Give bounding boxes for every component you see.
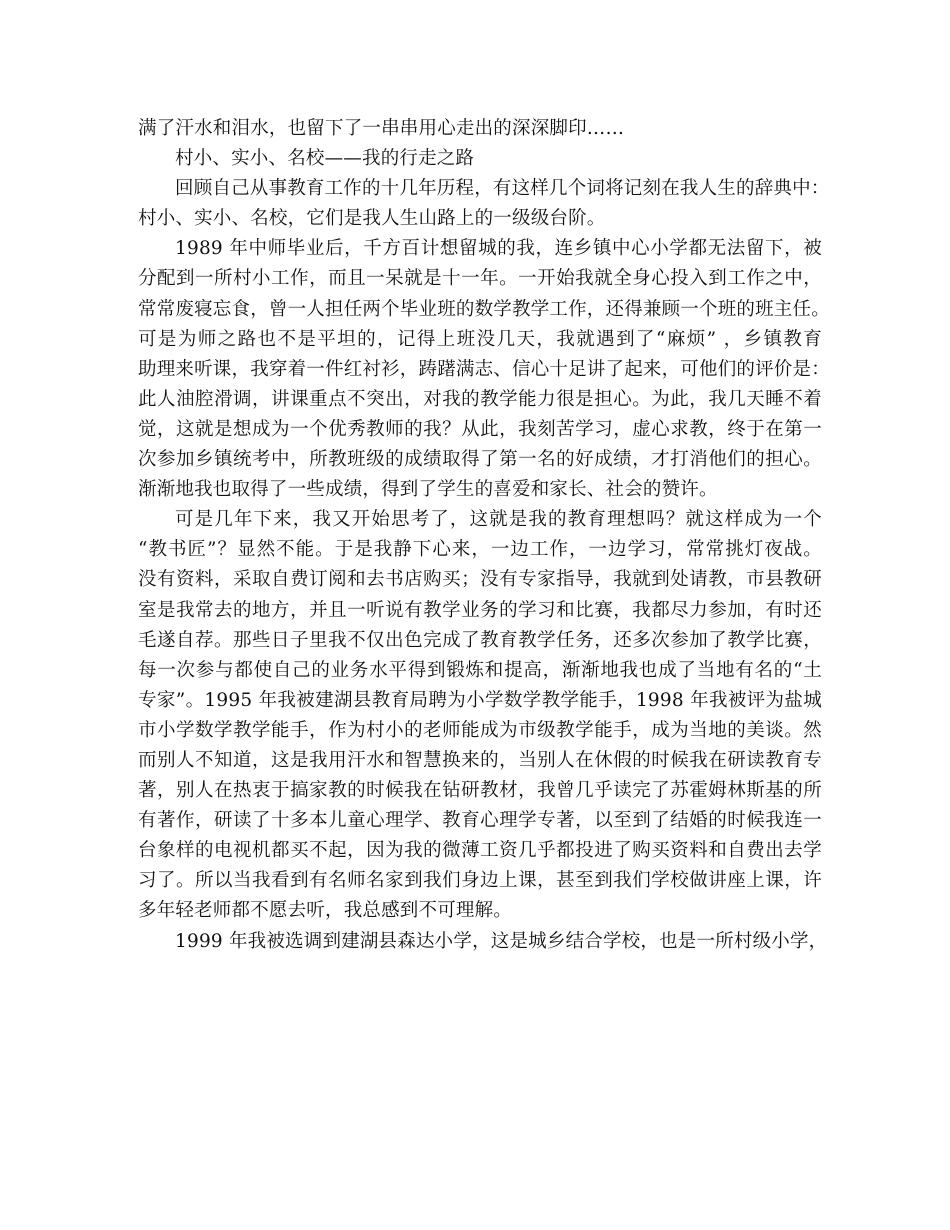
paragraph-line: 可是为师之路也不是平坦的，记得上班没几天，我就遇到了“麻烦” ，乡镇教育: [138, 328, 822, 350]
paragraph-line: 台象样的电视机都买不起，因为我的微薄工资几乎都投进了购买资料和自费出去学: [138, 840, 822, 862]
paragraph-line: 渐渐地我也取得了一些成绩，得到了学生的喜爱和家长、社会的赞许。: [138, 479, 718, 501]
paragraph-line: 助理来听课，我穿着一件红衬衫，踌躇满志、信心十足讲了起来，可他们的评价是：: [138, 358, 830, 380]
paragraph-line: 次参加乡镇统考中，所教班级的成绩取得了第一名的好成绩，才打消他们的担心。: [138, 449, 822, 471]
paragraph-line: 分配到一所村小工作，而且一呆就是十一年。一开始我就全身心投入到工作之中，: [138, 268, 822, 290]
section-heading: 村小、实小、名校——我的行走之路: [175, 148, 475, 170]
paragraph-line: 1999 年我被选调到建湖县森达小学，这是城乡结合学校，也是一所村级小学，: [175, 930, 828, 952]
paragraph-line: 室是我常去的地方，并且一听说有教学业务的学习和比赛，我都尽力参加，有时还: [138, 599, 822, 621]
paragraph-line: 有著作，研读了十多本儿童心理学、教育心理学专著，以至到了结婚的时候我连一: [138, 810, 822, 832]
paragraph-line: 市小学数学教学能手，作为村小的老师能成为市级教学能手，成为当地的美谈。然: [138, 719, 822, 741]
paragraph-line: 著，别人在热衷于搞家教的时候我在钻研教材，我曾几乎读完了苏霍姆林斯基的所: [138, 780, 822, 802]
paragraph-line: 此人油腔滑调，讲课重点不突出，对我的教学能力很是担心。为此，我几天睡不着: [138, 388, 822, 410]
paragraph-line: “教书匠”？显然不能。于是我静下心来，一边工作，一边学习，常常挑灯夜战。: [138, 539, 822, 561]
paragraph-line: 没有资料，采取自费订阅和去书店购买；没有专家指导，我就到处请教，市县教研: [138, 569, 822, 591]
paragraph-line: 1989 年中师毕业后，千方百计想留城的我，连乡镇中心小学都无法留下，被: [175, 238, 822, 260]
paragraph-line: 习了。所以当我看到有名师名家到我们身边上课，甚至到我们学校做讲座上课，许: [138, 870, 822, 892]
paragraph-line: 回顾自己从事教育工作的十几年历程，有这样几个词将记刻在我人生的辞典中：: [175, 178, 830, 200]
paragraph-line: 专家”。1995 年我被建湖县教育局聘为小学数学教学能手，1998 年我被评为盐城: [138, 689, 822, 711]
paragraph-line: 而别人不知道，这是我用汗水和智慧换来的，当别人在休假的时候我在研读教育专: [138, 749, 822, 771]
paragraph-line: 可是几年下来，我又开始思考了，这就是我的教育理想吗？就这样成为一个: [175, 509, 822, 531]
paragraph-line: 每一次参与都使自己的业务水平得到锻炼和提高，渐渐地我也成了当地有名的“土: [138, 659, 822, 681]
paragraph-line: 村小、实小、名校，它们是我人生山路上的一级级台阶。: [138, 208, 606, 230]
paragraph-line: 觉，这就是想成为一个优秀教师的我？从此，我刻苦学习，虚心求教，终于在第一: [138, 418, 822, 440]
document-body: [138, 114, 830, 957]
paragraph-line: 多年轻老师都不愿去听，我总感到不可理解。: [138, 900, 513, 922]
paragraph-line: 毛遂自荐。那些日子里我不仅出色完成了教育教学任务，还多次参加了教学比赛，: [138, 629, 822, 651]
paragraph-line: 常常废寝忘食，曾一人担任两个毕业班的数学教学工作，还得兼顾一个班的班主任。: [138, 298, 830, 320]
paragraph-line: 满了汗水和泪水，也留下了一串串用心走出的深深脚印……: [138, 118, 625, 139]
